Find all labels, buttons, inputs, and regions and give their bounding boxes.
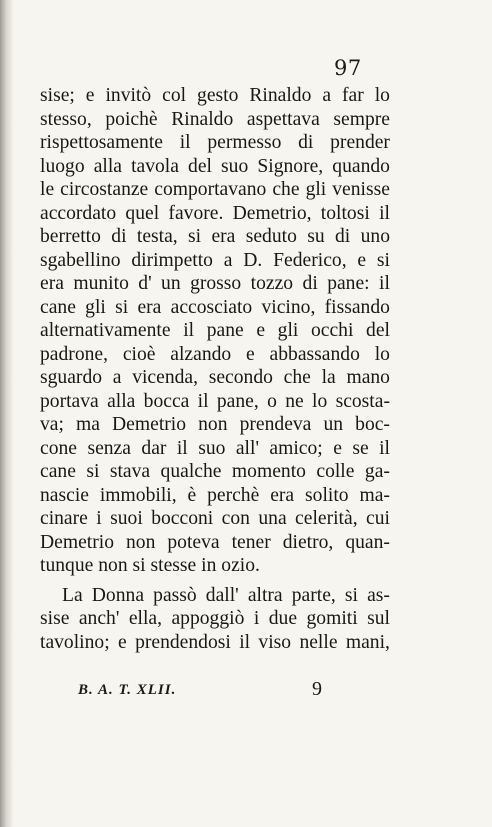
word: su [307,226,325,247]
word: dietro, [282,531,334,553]
word: ma [76,414,100,435]
word: non [98,555,128,576]
word: favore. [168,202,224,224]
word: si [188,226,202,247]
word: quando [332,155,390,177]
text-line [40,202,390,226]
word: e [246,343,255,365]
word: era [40,273,64,294]
word: grosso [190,273,242,294]
text-line [40,607,390,631]
word: e [333,437,342,459]
word: lo [374,85,390,106]
word: sise [40,608,70,629]
word: amico; [269,437,323,459]
text-line [40,460,390,484]
word: il [183,320,195,341]
word: ga- [364,461,390,482]
text-line [40,178,390,202]
text-line [40,225,390,249]
word: sgabellino [40,249,121,271]
word: suo [221,155,249,177]
page-footer [40,678,390,706]
word: suoi [110,508,143,529]
word: il [379,273,390,294]
word: Rinaldo [171,108,234,130]
word: e [357,249,367,271]
word: tavolino; [40,631,110,653]
text-line [40,584,390,608]
word: momento [231,461,306,482]
word: comportavano [154,179,267,200]
word: gomiti [306,608,358,629]
word: a [223,249,233,271]
word: di [298,132,314,153]
word: quel [125,202,160,224]
text-line [40,390,390,414]
word: alzando [170,343,232,365]
word: si [132,555,146,576]
word: ne [285,390,304,412]
word: Demetrio [112,414,187,435]
word: si [344,584,358,606]
word: venisse [332,179,390,200]
word: gli [85,296,106,318]
word: di [302,273,318,294]
word: aspettava [246,108,320,130]
word: pane: [327,273,370,294]
word: passò [153,584,197,606]
word: il [179,132,191,153]
word: dar [141,437,167,459]
word: altra [247,584,283,606]
word: bocca [143,390,190,412]
word: La [62,584,83,606]
word: lo [312,390,328,412]
word: tozzo [250,273,294,294]
word: toltosi [320,202,370,224]
word: quan- [345,531,390,553]
word: celerità, [295,508,358,529]
word: pane, [216,390,259,412]
word: a [112,367,122,388]
word: cioè [122,343,156,365]
word: è [187,484,197,506]
word: luogo [40,155,85,177]
word: il [239,631,251,653]
word: ozio. [221,555,260,576]
word: circostanze [60,179,149,200]
word: Rinaldo [249,85,312,106]
word: il [379,202,390,224]
word: nascie [40,484,89,506]
word: berretto [40,226,101,247]
word: non [198,414,228,435]
word: d' [138,273,152,294]
word: abbassando [269,343,360,365]
text-line [40,413,390,437]
word: vicino, [261,296,316,318]
word: tener [231,531,271,553]
word: il [176,437,188,459]
word: qualche [160,461,222,482]
word: poichè [105,108,158,130]
word: all' [235,437,259,459]
word: parte, [291,584,336,606]
word: e [118,631,127,653]
word: un [323,414,344,435]
word: senza [87,437,131,459]
word: fissando [324,296,390,318]
word: con [221,508,250,529]
word: dirimpetto [131,249,213,271]
text-line [40,554,390,578]
word: stesso, [40,108,92,130]
word: sise; [40,85,75,106]
word: Federico, [273,249,347,271]
word: si [376,249,390,271]
word: Demetrio [40,531,114,553]
word: non [125,531,156,553]
signature-number: 9 [312,678,322,700]
text-line [40,437,390,461]
word: occhi [310,320,354,341]
word: mano [346,367,390,388]
word: i [253,608,260,629]
text-line [40,366,390,390]
text-line [40,84,390,108]
page-number: 97 [334,56,362,80]
word: uno [360,226,390,247]
word: si [86,461,100,482]
text-line [40,155,390,179]
text-line [40,296,390,320]
text-line [40,484,390,508]
word: far [342,85,364,106]
word: sguardo [40,367,103,388]
word: perchè [207,484,260,506]
word: tunque [40,555,94,576]
word: solito [305,484,349,506]
word: D. [243,249,263,271]
word: se [352,437,369,459]
text-line [40,319,390,343]
word: gesto [197,85,239,106]
word: sul [367,608,390,629]
word: prender [330,132,390,153]
text-line [40,631,390,655]
word: di [335,226,351,247]
body-text [40,84,390,654]
word: a [322,85,332,106]
word: scosta- [335,390,390,412]
word: e [85,85,95,106]
text-line [40,507,390,531]
word: rispettosamente [40,132,163,153]
word: col [162,85,187,106]
word: sempre [333,108,390,130]
word: cane [40,296,76,318]
word: dall' [205,584,239,606]
word: si [115,296,129,318]
signature-mark: B. A. T. XLII. [78,682,177,698]
text-line [40,108,390,132]
word: del [188,155,212,177]
word: ma- [359,484,390,506]
word: di [111,226,127,247]
word: vicenda, [132,367,199,388]
word: gli [277,320,299,341]
word: un [161,273,181,294]
word: pane [206,320,244,341]
word: viso [258,631,292,653]
word: mani, [345,631,390,653]
word: accordato [40,202,117,224]
word: alla [93,155,122,177]
word: due [268,608,298,629]
word: as- [367,584,390,606]
word: munito [73,273,129,294]
word: boc- [355,414,390,435]
word: cinare [40,508,88,529]
word: il [379,437,390,459]
word: accosciato [170,296,253,318]
word: era [270,484,295,506]
word: secondo [208,367,273,388]
word: stava [109,461,151,482]
word: alternativamente [40,320,171,341]
word: che [272,179,300,200]
word: nelle [299,631,338,653]
text-line [40,249,390,273]
text-line [40,272,390,296]
word: prendeva [239,414,312,435]
word: Demetrio, [232,202,312,224]
word: poteva [167,531,220,553]
word: cui [366,508,390,529]
word: del [366,320,390,341]
word: colle [316,461,355,482]
word: va; [40,414,64,435]
word: le [40,179,55,200]
word: permesso [207,132,282,153]
text-line [40,131,390,155]
word: invitò [105,85,152,106]
word: gli [305,179,327,200]
word: il [197,390,209,412]
word: cane [40,461,76,482]
word: la [321,367,336,388]
word: alla [107,390,136,412]
word: o [267,390,277,412]
word: testa, [136,226,178,247]
word: cone [40,437,77,459]
word: tavola [131,155,179,177]
word: Donna [91,584,145,606]
word: che [283,367,311,388]
word: seduto [245,226,297,247]
word: portava [40,390,99,412]
word: una [258,508,287,529]
word: in [201,555,217,576]
word: ella, [128,608,163,629]
word: stesse [150,555,197,576]
word: e [256,320,266,341]
word: i [96,508,102,529]
word: padrone, [40,343,109,365]
word: Signore, [257,155,324,177]
word: anch' [78,608,120,629]
word: era [137,296,162,318]
text-line [40,343,390,367]
text-line [40,531,390,555]
word: prendendosi [135,631,231,653]
word: immobili, [99,484,177,506]
word: suo [198,437,226,459]
word: bocconi [151,508,214,529]
word: lo [374,343,390,365]
word: appoggiò [171,608,245,629]
word: era [211,226,236,247]
